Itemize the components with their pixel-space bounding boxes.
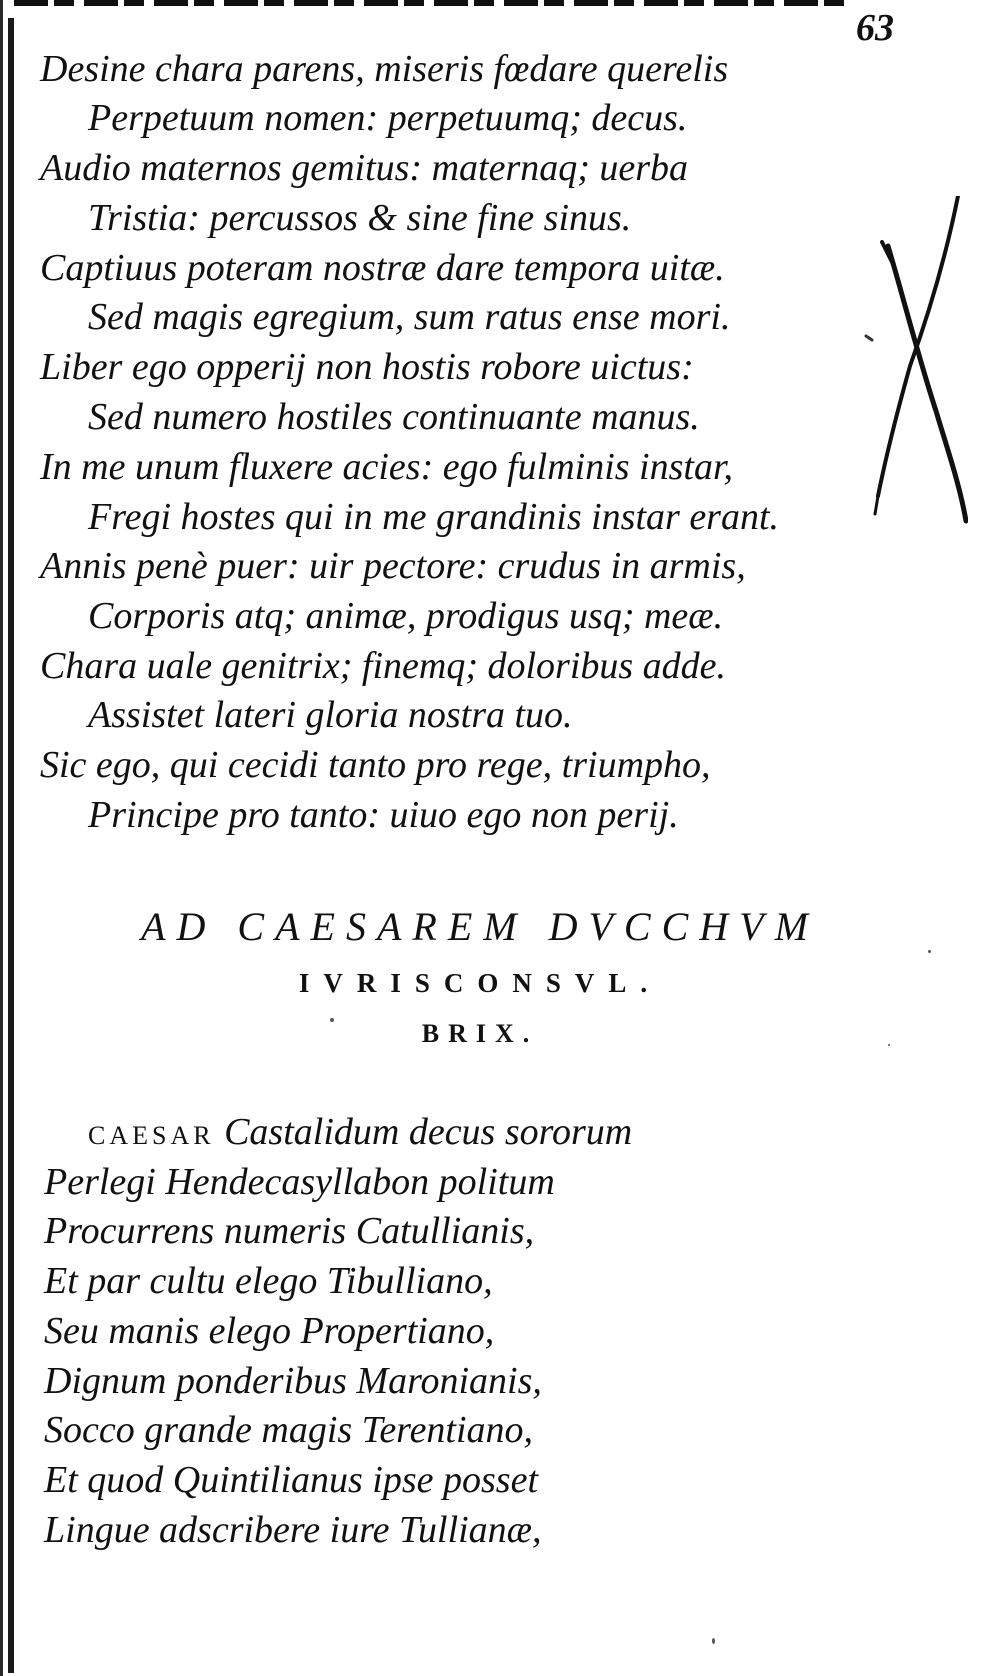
verse-line: Perlegi Hendecasyllabon politum — [44, 1161, 555, 1203]
verse-line: Lingue adscribere iure Tullianæ, — [44, 1509, 542, 1551]
print-speck — [712, 1638, 715, 1644]
verse-line: Captiuus poteram nostræ dare tempora uitæ. — [40, 247, 725, 289]
binding-edge — [8, 18, 14, 1673]
first-line-rest: Castalidum decus sororum — [214, 1111, 633, 1153]
verse-line: Socco grande magis Terentiano, — [44, 1409, 534, 1451]
verse-line: Sic ego, qui cecidi tanto pro rege, triumpho, — [40, 744, 711, 786]
binding-shadow — [0, 0, 3, 1676]
verse-line: Liber ego opperij non hostis robore uictus: — [40, 346, 694, 388]
print-speck — [928, 950, 931, 953]
section-heading: AD CAESAREM DVCCHVM — [141, 904, 819, 949]
verse-line: Sed magis egregium, sum ratus ense mori. — [88, 296, 731, 338]
verse-line: Audio maternos gemitus: maternaq; uerba — [40, 147, 689, 189]
verse-line: Corporis atq; animæ, prodigus usq; meæ. — [88, 595, 724, 637]
verse-line: Perpetuum nomen: perpetuumq; decus. — [88, 97, 688, 139]
verse-line: Dignum ponderibus Maronianis, — [44, 1360, 542, 1402]
verse-line: Chara uale genitrix; finemq; doloribus adde. — [40, 645, 727, 687]
initial-word: CAESAR — [88, 1121, 215, 1150]
handwritten-cross-mark — [858, 196, 968, 536]
verse-line: Seu manis elego Propertiano, — [44, 1310, 495, 1352]
print-speck — [330, 1018, 334, 1022]
verse-line-first — [88, 1107, 632, 1161]
top-border-fragment — [14, 0, 854, 6]
section-subheading-place: BRIX. — [421, 1019, 539, 1048]
verse-line: Principe pro tanto: uiuo ego non perij. — [88, 794, 679, 836]
verse-line: Et quod Quintilianus ipse posset — [44, 1459, 538, 1501]
verse-line: Annis penè puer: uir pectore: crudus in armis, — [40, 545, 746, 587]
verse-line: Tristia: percussos & sine fine sinus. — [88, 197, 632, 239]
verse-line: Desine chara parens, miseris fœdare querelis — [40, 48, 729, 90]
verse-line: Fregi hostes qui in me grandinis instar erant. — [88, 496, 780, 538]
verse-line: Sed numero hostiles continuante manus. — [88, 396, 700, 438]
verse-line: Assistet lateri gloria nostra tuo. — [88, 694, 573, 736]
section-subheading: IVRISCONSVL. — [298, 968, 662, 998]
verse-line: In me unum fluxere acies: ego fulminis instar, — [40, 446, 734, 488]
verse-line: Et par cultu elego Tibulliano, — [44, 1260, 493, 1302]
print-speck — [888, 1044, 890, 1046]
verse-line: Procurrens numeris Catullianis, — [44, 1210, 535, 1252]
page-number: 63 — [856, 7, 894, 49]
